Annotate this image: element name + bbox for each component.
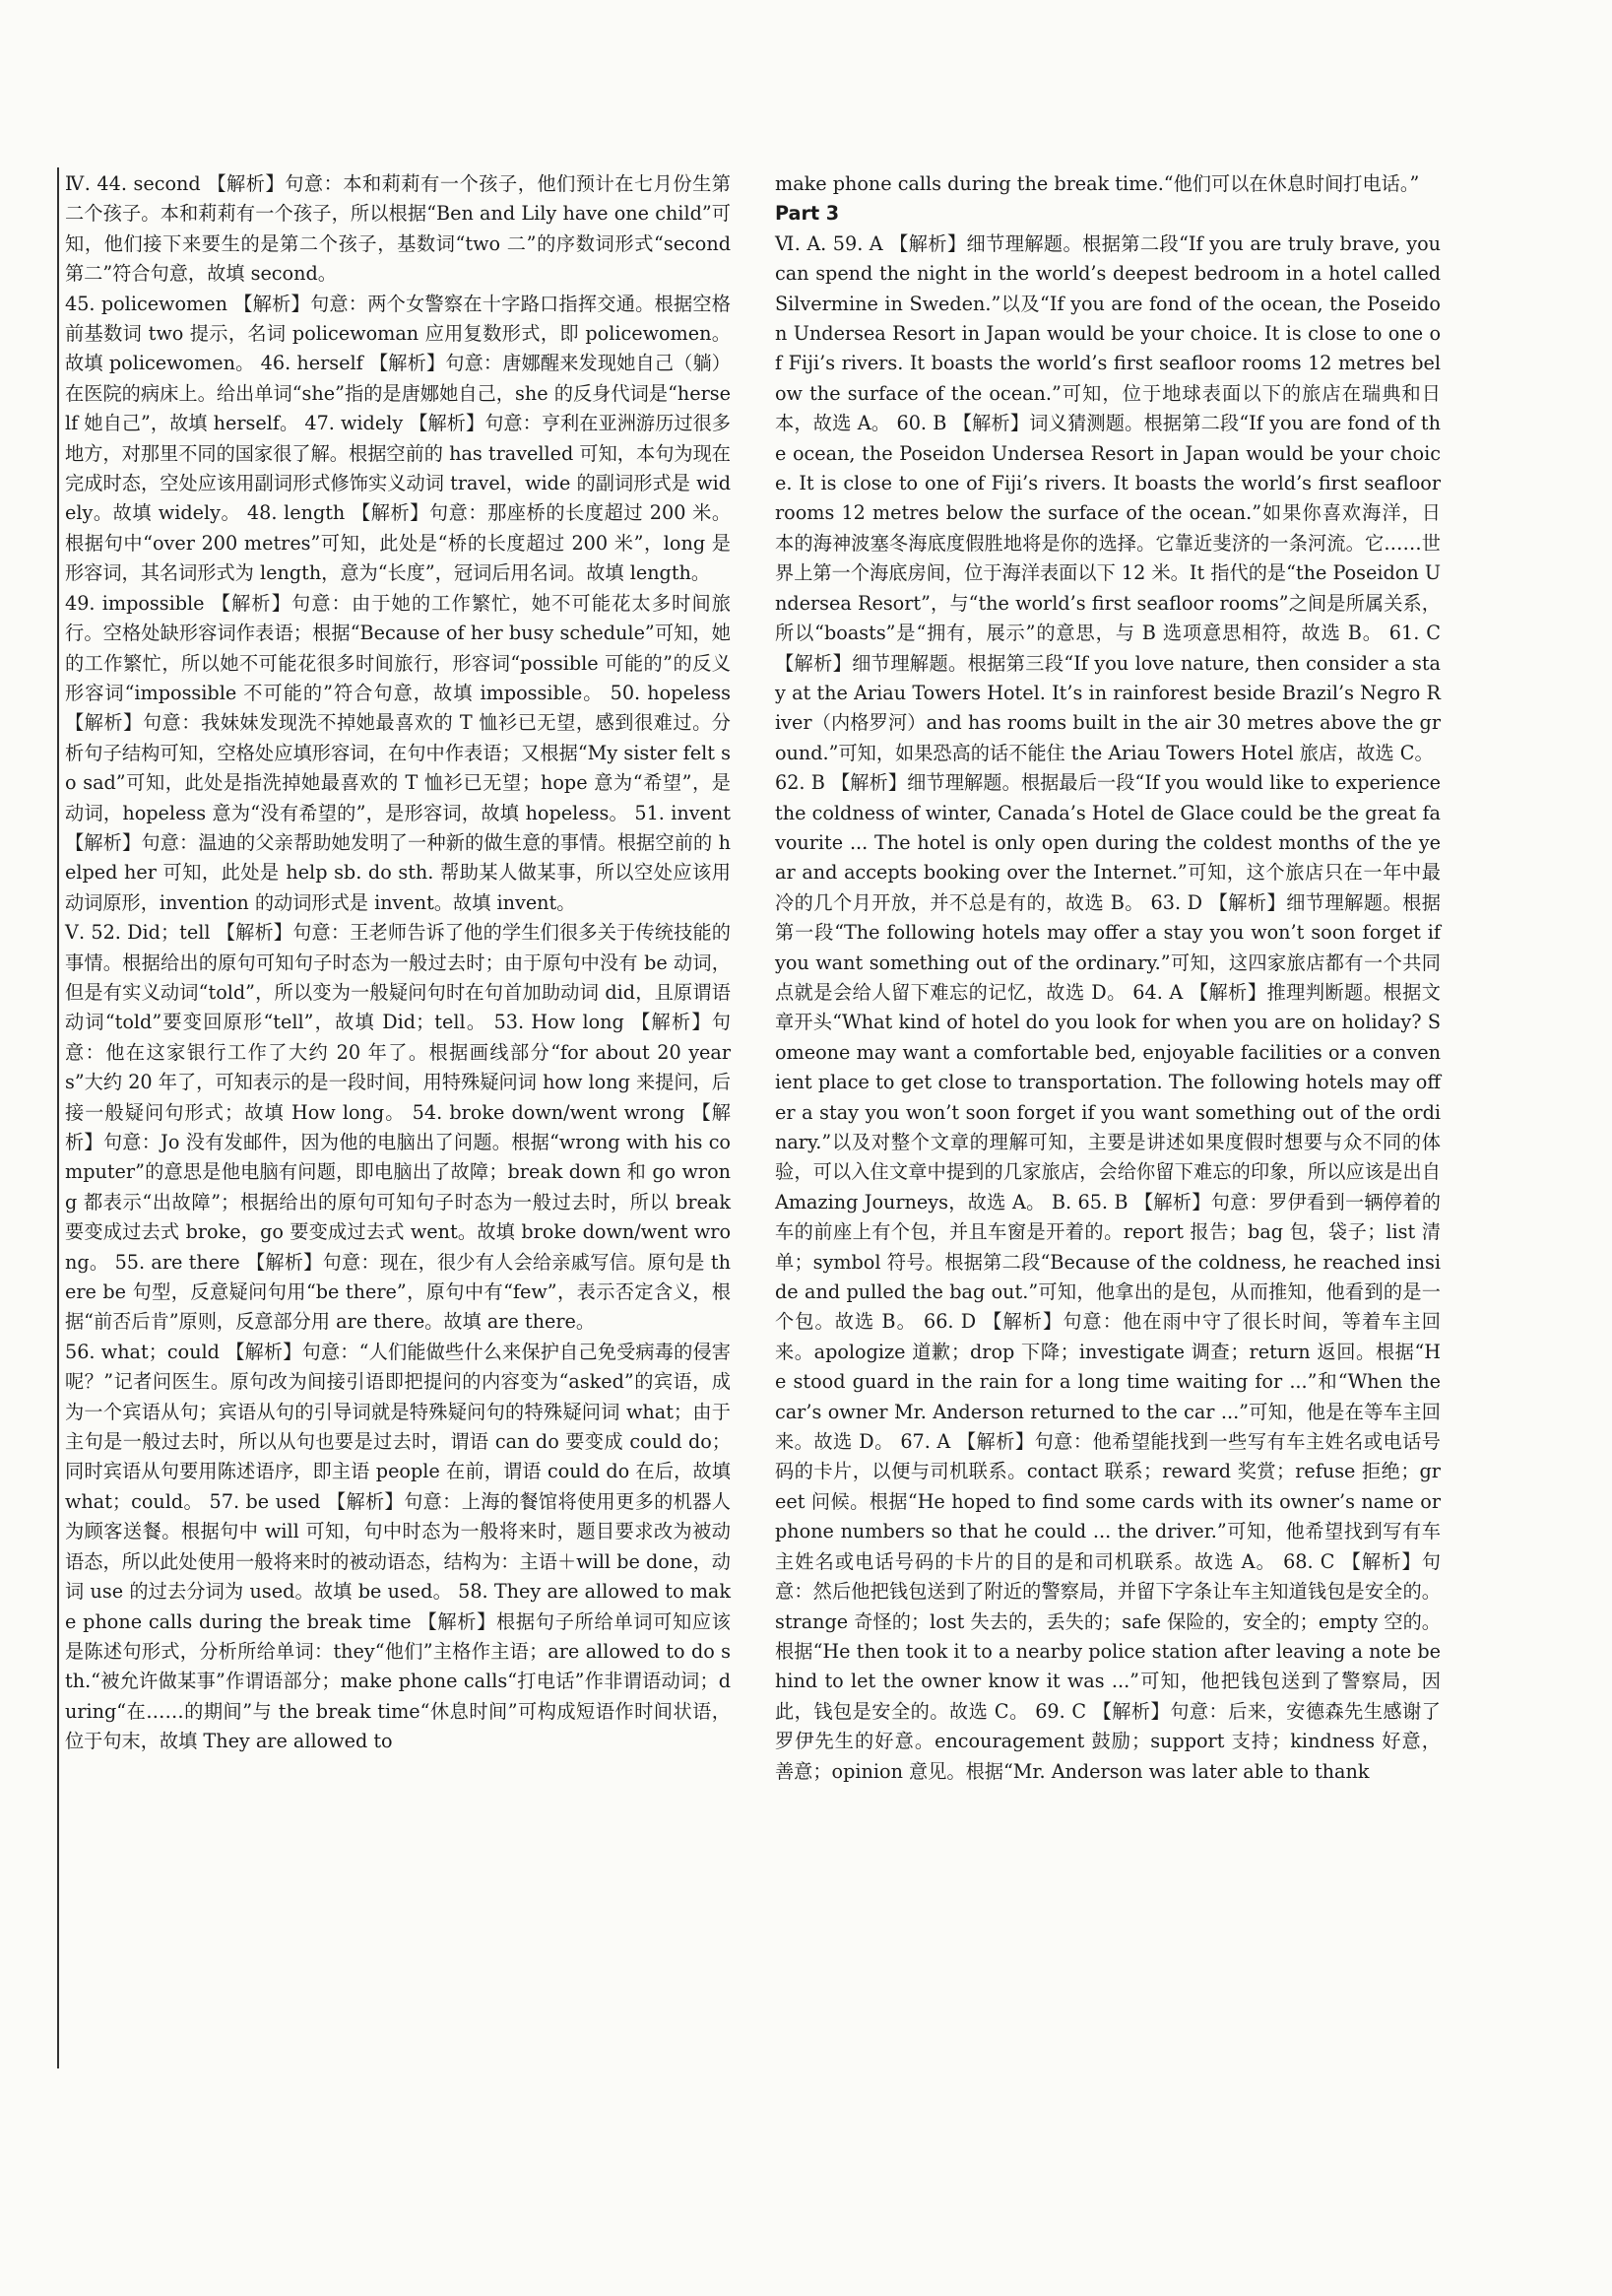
- answer-paragraph-iv-44: Ⅳ. 44. second 【解析】句意：本和莉莉有一个孩子，他们预计在七月份生第二个孩子。本和莉莉有一个孩子，所以根据“Ben and Lily have one child”可知，他们接下来要生的是第二个孩子，基数词“two 二”的序数词形式“second 第二”符合句意，故填 second。: [65, 172, 731, 286]
- margin-rule: [57, 167, 59, 2068]
- section-heading-part-3: Part 3: [775, 202, 840, 226]
- answer-paragraph-vi-59-61: Ⅵ. A. 59. A 【解析】细节理解题。根据第二段“If you are truly brave, you can spend the night in the world’s deepest bedroom in a hotel called Silvermine in Sweden.”以及“If you are fond of the ocean, the Poseidon Undersea Resort in Japan would be your choice. It is close to one of Fiji’s rivers. It boasts the world’s first seafloor rooms 12 metres below the surface of the ocean.”可知，位于地球表面以下的旅店在瑞典和日本，故选 A。 60. B 【解析】词义猜测题。根据第二段“If you are fond of the ocean, the Poseidon Undersea Resort in Japan would be your choice. It is close to one of Fiji’s rivers. It boasts the world’s first seafloor rooms 12 metres below the surface of the ocean.”如果你喜欢海洋，日本的海神波塞冬海底度假胜地将是你的选择。它靠近斐济的一条河流。它……世界上第一个海底房间，位于海洋表面以下 12 米。It 指代的是“the Poseidon Undersea Resort”，与“the world’s first seafloor rooms”之间是所属关系，所以“boasts”是“拥有，展示”的意思，与 B 选项意思相符，故选 B。 61. C 【解析】细节理解题。根据第三段“If you love nature, then consider a stay at the Ariau Towers Hotel. It’s in rainforest beside Brazil’s Negro River（内格罗河）and has rooms built in the air 30 metres above the ground.”可知，如果恐高的话不能住 the Ariau Towers Hotel 旅店，故选 C。: [775, 231, 1441, 764]
- answer-paragraph-49-51: 49. impossible 【解析】句意：由于她的工作繁忙，她不可能花太多时间旅行。空格处缺形容词作表语；根据“Because of her busy schedule”可知，她的工作繁忙，所以她不可能花很多时间旅行，形容词“possible 可能的”的反义形容词“impossible 不可能的”符合句意，故填 impossible。 50. hopeless 【解析】句意：我妹妹发现洗不掉她最喜欢的 T 恤衫已无望，感到很难过。分析句子结构可知，空格处应填形容词，在句中作表语；又根据“My sister felt so sad”可知，此处是指洗掉她最喜欢的 T 恤衫已无望；hope 意为“希望”，是动词，hopeless 意为“没有希望的”，是形容词，故填 hopeless。 51. invent 【解析】句意：温迪的父亲帮助她发明了一种新的做生意的事情。根据空前的 helped her 可知，此处是 help sb. do sth. 帮助某人做某事，所以空处应该用动词原形，invention 的动词形式是 invent。故填 invent。: [65, 591, 731, 914]
- answer-paragraph-58-continued: make phone calls during the break time.“他们可以在休息时间打电话。”: [775, 172, 1420, 195]
- answer-paragraph-62-69: 62. B 【解析】细节理解题。根据最后一段“If you would like to experience the coldness of winter, Canada’s Hotel de Glace could be the great favourite ... The hotel is only open during the coldest months of the year and accepts booking over the Internet.”可知，这个旅店只在一年中最冷的几个月开放，并不总是有的，故选 B。 63. D 【解析】细节理解题。根据第一段“The following hotels may offer a stay you won’t soon forget if you want something out of the ordinary.”可知，这四家旅店都有一个共同点就是会给人留下难忘的记忆，故选 D。 64. A 【解析】推理判断题。根据文章开头“What kind of hotel do you look for when you are on holiday? Someone may want a comfortable bed, enjoyable facilities or a convenient place to get close to transportation. The following hotels may offer a stay you won’t soon forget if you want something out of the ordinary.”以及对整个文章的理解可知，主要是讲述如果度假时想要与众不同的体验，可以入住文章中提到的几家旅店，会给你留下难忘的印象，所以应该是出自 Amazing Journeys，故选 A。 B. 65. B 【解析】句意：罗伊看到一辆停着的车的前座上有个包，并且车窗是开着的。report 报告；bag 包，袋子；list 清单；symbol 符号。根据第二段“Because of the coldness, he reached inside and pulled the bag out.”可知，他拿出的是包，从而推知，他看到的是一个包。故选 B。 66. D 【解析】句意：他在雨中守了很长时间，等着车主回来。apologize 道歉；drop 下降；investigate 调查；return 返回。根据“He stood guard in the rain for a long time waiting for ...”和“When the car’s owner Mr. Anderson returned to the car ...”可知，他是在等车主回来。故选 D。 67. A 【解析】句意：他希望能找到一些写有车主姓名或电话号码的卡片，以便与司机联系。contact 联系；reward 奖赏；refuse 拒绝；greet 问候。根据“He hoped to find some cards with its owner’s name or phone numbers so that he could ... the driver.”可知，他希望找到写有车主姓名或电话号码的卡片的目的是和司机联系。故选 A。 68. C 【解析】句意：然后他把钱包送到了附近的警察局，并留下字条让车主知道钱包是安全的。strange 奇怪的；lost 失去的，丢失的；safe 保险的，安全的；empty 空的。根据“He then took it to a nearby police station after leaving a note behind to let the owner know it was ...”可知，他把钱包送到了警察局，因此，钱包是安全的。故选 C。 69. C 【解析】句意：后来，安德森先生感谢了罗伊先生的好意。encouragement 鼓励；support 支持；kindness 好意，善意；opinion 意见。根据“Mr. Anderson was later able to thank: [775, 771, 1441, 1783]
- answer-paragraph-v-52-55: Ⅴ. 52. Did；tell 【解析】句意：王老师告诉了他的学生们很多关于传统技能的事情。根据给出的原句可知句子时态为一般过去时；由于原句中没有 be 动词，但是有实义动词“told”，所以变为一般疑问句时在句首加助动词 did，且原谓语动词“told”要变回原形“tell”，故填 Did；tell。 53. How long 【解析】句意：他在这家银行工作了大约 20 年了。根据画线部分“for about 20 years”大约 20 年了，可知表示的是一段时间，用特殊疑问词 how long 来提问，后接一般疑问句形式；故填 How long。 54. broke down/went wrong 【解析】句意：Jo 没有发邮件，因为他的电脑出了问题。根据“wrong with his computer”的意思是他电脑有问题，即电脑出了故障；break down 和 go wrong 都表示“出故障”；根据给出的原句可知句子时态为一般过去时，所以 break 要变成过去式 broke，go 要变成过去式 went。故填 broke down/went wrong。 55. are there 【解析】句意：现在，很少有人会给亲戚写信。原句是 there be 句型，反意疑问句用“be there”，原句中有“few”，表示否定含义，根据“前否后肯”原则，反意部分用 are there。故填 are there。: [65, 921, 731, 1334]
- left-column: [65, 169, 731, 1757]
- right-column: [775, 169, 1441, 1787]
- answer-paragraph-56-58: 56. what；could 【解析】句意：“人们能做些什么来保护自己免受病毒的侵害呢？”记者问医生。原句改为间接引语即把提问的内容变为“asked”的宾语，成为一个宾语从句；宾语从句的引导词就是特殊疑问句的特殊疑问词 what；由于主句是一般过去时，所以从句也要是过去时，谓语 can do 要变成 could do；同时宾语从句要用陈述语序，即主语 people 在前，谓语 could do 在后，故填 what；could。 57. be used 【解析】句意：上海的餐馆将使用更多的机器人为顾客送餐。根据句中 will 可知，句中时态为一般将来时，题目要求改为被动语态，所以此处使用一般将来时的被动语态，结构为：主语＋will be done，动词 use 的过去分词为 used。故填 be used。 58. They are allowed to make phone calls during the break time 【解析】根据句子所给单词可知应该是陈述句形式，分析所给单词：they“他们”主格作主语；are allowed to do sth.“被允许做某事”作谓语部分；make phone calls“打电话”作非谓语动词；during“在……的期间”与 the break time“休息时间”可构成短语作时间状语，位于句末，故填 They are allowed to: [65, 1340, 731, 1753]
- answer-paragraph-45-48: 45. policewomen 【解析】句意：两个女警察在十字路口指挥交通。根据空格前基数词 two 提示，名词 policewoman 应用复数形式，即 policewomen。故填 policewomen。 46. herself 【解析】句意：唐娜醒来发现她自己（躺）在医院的病床上。给出单词“she”指的是唐娜她自己，she 的反身代词是“herself 她自己”，故填 herself。 47. widely 【解析】句意：亨利在亚洲游历过很多地方，对那里不同的国家很了解。根据空前的 has travelled 可知，本句为现在完成时态，空处应该用副词形式修饰实义动词 travel，wide 的副词形式是 widely。故填 widely。 48. length 【解析】句意：那座桥的长度超过 200 米。根据句中“over 200 metres”可知，此处是“桥的长度超过 200 米”，long 是形容词，其名词形式为 length，意为“长度”，冠词后用名词。故填 length。: [65, 292, 732, 585]
